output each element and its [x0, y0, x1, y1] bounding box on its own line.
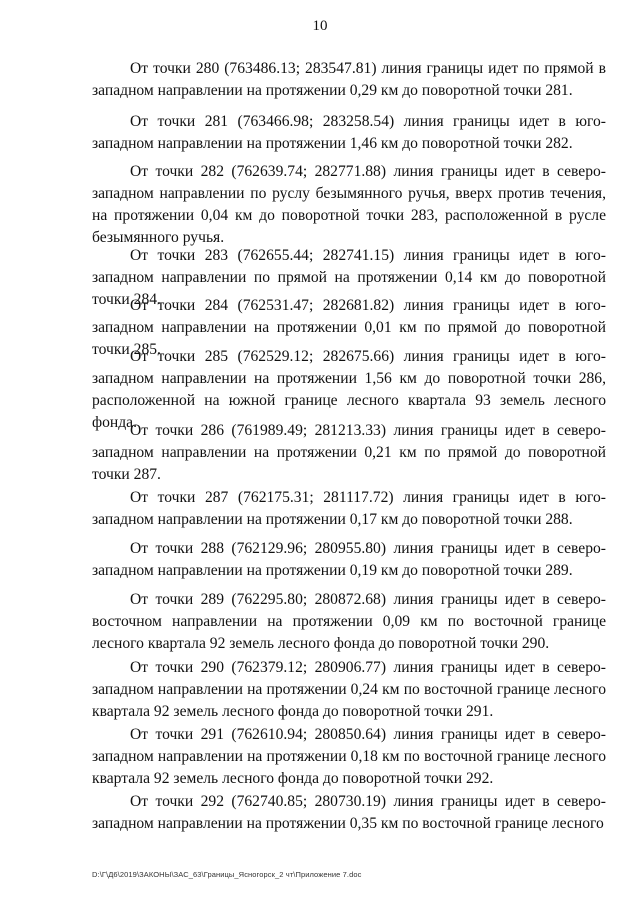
paragraph-point-290: От точки 290 (762379.12; 280906.77) линия границы идет в северо-западном направлении на протяжении 0,24 км по восточной границе лесного квартала 92 земель лесного фонда до поворотной точки 291. — [92, 659, 606, 720]
page-number: 10 — [312, 18, 328, 34]
paragraph-point-281: От точки 281 (763466.98; 283258.54) линия границы идет в юго-западном направлении на протяжении 1,46 км до поворотной точки 282. — [92, 113, 606, 152]
paragraph-point-286: От точки 286 (761989.49; 281213.33) линия границы идет в северо-западном направлении на протяжении 0,21 км по прямой до поворотной точки 287. — [92, 422, 606, 483]
paragraph-point-292: От точки 292 (762740.85; 280730.19) линия границы идет в северо-западном направлении на протяжении 0,35 км по восточной границе лесного — [92, 793, 606, 832]
paragraph-point-288: От точки 288 (762129.96; 280955.80) линия границы идет в северо-западном направлении на протяжении 0,19 км до поворотной точки 289. — [92, 540, 606, 579]
paragraph-point-283: От точки 283 (762655.44; 282741.15) линия границы идет в юго-западном направлении по прямой на протяжении 0,14 км до поворотной точки 284. — [92, 247, 606, 308]
paragraph-point-284: От точки 284 (762531.47; 282681.82) линия границы идет в юго-западном направлении на протяжении 0,01 км по прямой до поворотной точки 285. — [92, 297, 606, 358]
paragraph-point-289: От точки 289 (762295.80; 280872.68) линия границы идет в северо-восточном направлении на протяжении 0,09 км по восточной границе лесного квартала 92 земель лесного фонда до поворотной точки 290. — [92, 591, 606, 652]
paragraph-point-280: От точки 280 (763486.13; 283547.81) линия границы идет по прямой в западном направлении на протяжении 0,29 км до поворотной точки 281. — [92, 60, 606, 99]
paragraph-point-287: От точки 287 (762175.31; 281117.72) линия границы идет в юго-западном направлении на протяжении 0,17 км до поворотной точки 288. — [92, 489, 606, 528]
paragraph-point-291: От точки 291 (762610.94; 280850.64) линия границы идет в северо-западном направлении на протяжении 0,18 км по восточной границе лесного квартала 92 земель лесного фонда до поворотной точки 292. — [92, 726, 606, 787]
document-file-path: D:\Г\Д6\2019\ЗАКОНЫ\ЗАС_63\Границы_Ясногорск_2 чт\Приложение 7.doc — [92, 870, 362, 879]
paragraph-point-282: От точки 282 (762639.74; 282771.88) линия границы идет в северо-западном направлении по руслу безымянного ручья, вверх против течения, на протяжении 0,04 км до поворотной точки 283, расположенной в русле безымянного ручья. — [92, 163, 606, 246]
paragraph-point-285: От точки 285 (762529.12; 282675.66) линия границы идет в юго-западном направлении на протяжении 1,56 км до поворотной точки 286, расположенной на южной границе лесного квартала 93 земель лесного фонда. — [92, 348, 606, 431]
